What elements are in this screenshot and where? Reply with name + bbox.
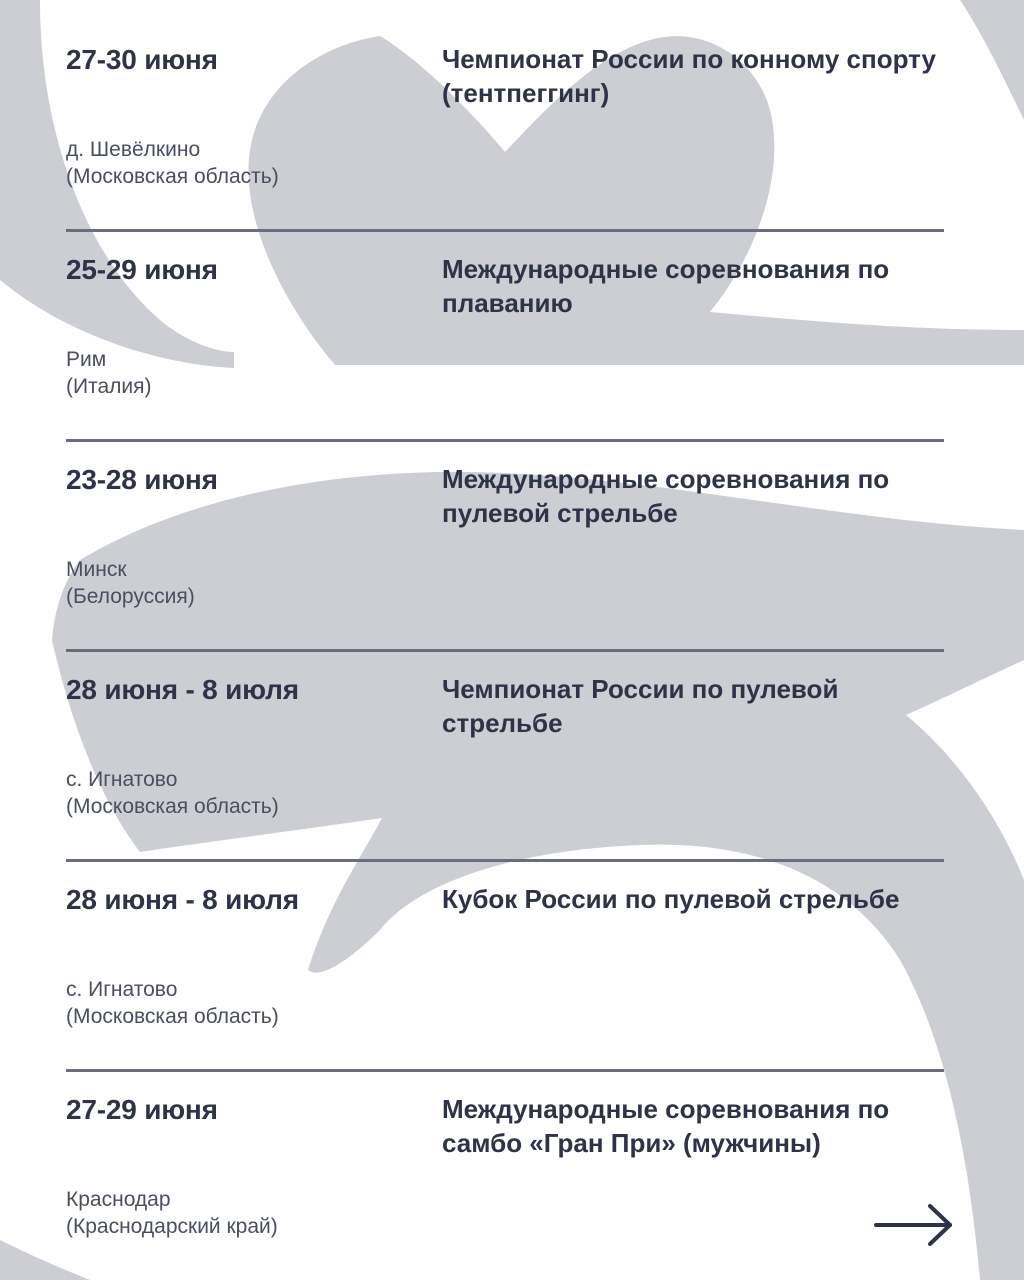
event-date: 27-30 июня [66, 44, 218, 75]
event-date: 28 июня - 8 июля [66, 674, 299, 705]
event-item [66, 1072, 944, 1282]
event-location [66, 1186, 278, 1240]
event-location [66, 766, 279, 820]
event-date: 27-29 июня [66, 1094, 218, 1125]
event-location-region: (Краснодарский край) [66, 1215, 278, 1238]
event-location-city: Минск [66, 558, 127, 581]
event-location-city: Рим [66, 348, 107, 371]
event-title: Чемпионат России по конному спорту (тентпеггинг) [442, 44, 936, 108]
event-item [66, 442, 944, 652]
event-item [66, 652, 944, 862]
event-item [66, 22, 944, 232]
arrow-right-icon[interactable] [872, 1200, 956, 1250]
event-title: Международные соревнования по плаванию [442, 254, 890, 318]
event-location [66, 136, 279, 190]
event-item [66, 862, 944, 1072]
event-location-city: Краснодар [66, 1188, 171, 1211]
event-item [66, 232, 944, 442]
event-title: Международные соревнования по самбо «Гран При» (мужчины) [442, 1094, 890, 1158]
event-location-region: (Италия) [66, 375, 152, 398]
event-date: 25-29 июня [66, 254, 218, 285]
event-location [66, 976, 279, 1030]
event-location [66, 556, 195, 610]
event-title: Кубок России по пулевой стрельбе [442, 884, 900, 914]
event-location-region: (Белоруссия) [66, 585, 195, 608]
event-title: Чемпионат России по пулевой стрельбе [442, 674, 839, 738]
event-date: 28 июня - 8 июля [66, 884, 299, 915]
event-date: 23-28 июня [66, 464, 218, 495]
event-title: Международные соревнования по пулевой стрельбе [442, 464, 890, 528]
event-location-city: с. Игнатово [66, 768, 178, 791]
event-location-region: (Московская область) [66, 1005, 279, 1028]
event-location-region: (Московская область) [66, 795, 279, 818]
event-location-region: (Московская область) [66, 165, 279, 188]
event-location [66, 346, 152, 400]
event-location-city: д. Шевёлкино [66, 138, 201, 161]
event-location-city: с. Игнатово [66, 978, 178, 1001]
